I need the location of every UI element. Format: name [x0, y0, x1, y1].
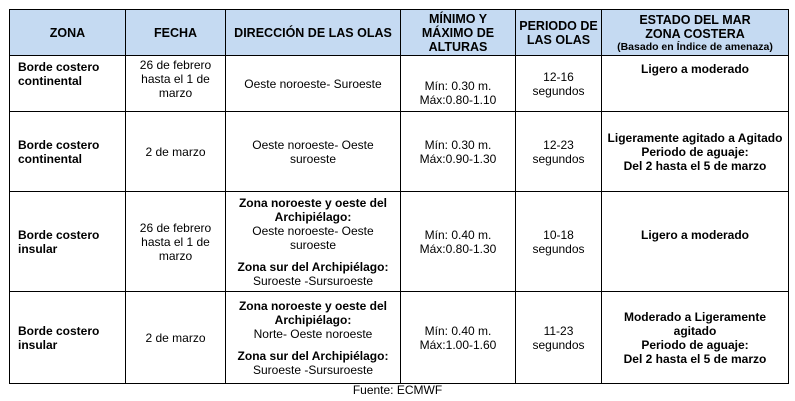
fecha-line1: 26 de febrero — [139, 220, 212, 235]
fecha-line1: 26 de febrero — [139, 58, 212, 72]
spacer — [229, 341, 397, 349]
cell-estado — [602, 292, 789, 384]
cell-zona — [10, 192, 126, 292]
table-row — [10, 56, 789, 112]
header-alturas-line3: ALTURAS — [428, 39, 488, 54]
fecha-line1: 2 de marzo — [145, 144, 206, 159]
estado-line3: Del 2 hasta el 5 de marzo — [623, 158, 767, 173]
direccion-heading2: Zona sur del Archipiélago: — [237, 259, 389, 274]
wave-forecast-table — [9, 9, 789, 384]
cell-zona — [10, 56, 126, 112]
zona-line2: continental — [18, 74, 83, 88]
cell-direccion — [226, 56, 401, 112]
forecast-table-wrapper — [9, 9, 789, 384]
header-estado-note: (Basado en Índice de amenaza) — [617, 40, 773, 53]
zona-line1: Borde costero — [18, 323, 100, 338]
spacer — [229, 252, 397, 260]
table-row — [10, 112, 789, 192]
estado-line2: Periodo de aguaje: — [641, 144, 749, 159]
cell-zona — [10, 112, 126, 192]
periodo-unit: segundos — [532, 83, 585, 98]
header-estado — [602, 10, 789, 56]
header-zona: ZONA — [10, 10, 126, 56]
fecha-line2: hasta el 1 de — [141, 72, 210, 86]
direccion-heading1-line1: Zona noroeste y oeste del — [238, 298, 388, 313]
zona-line2: continental — [18, 151, 83, 166]
estado-line1: Ligero a moderado — [640, 62, 750, 76]
altura-max: Máx:0.80-1.30 — [419, 241, 497, 256]
periodo-unit: segundos — [532, 151, 585, 166]
cell-alturas — [401, 192, 516, 292]
header-estado-line1: ESTADO DEL MAR — [639, 12, 751, 27]
cell-alturas — [401, 56, 516, 112]
cell-estado — [602, 112, 789, 192]
header-row — [10, 10, 789, 56]
zona-line1: Borde costero — [18, 137, 100, 152]
altura-min: Mín: 0.40 m. — [424, 323, 492, 338]
direccion-text2: Suroeste -Sursuroeste — [252, 273, 374, 288]
direccion-text2: Suroeste -Sursuroeste — [252, 362, 374, 377]
header-alturas — [401, 10, 516, 56]
estado-line1: Ligeramente agitado a Agitado — [607, 130, 783, 145]
table-row — [10, 192, 789, 292]
header-direccion: DIRECCIÓN DE LAS OLAS — [226, 10, 401, 56]
zona-line1: Borde costero — [18, 227, 100, 242]
cell-alturas — [401, 292, 516, 384]
cell-fecha — [126, 192, 226, 292]
altura-max: Máx:1.00-1.60 — [419, 337, 497, 352]
fecha-line2: hasta el 1 de — [141, 234, 210, 249]
altura-min: Mín: 0.30 m. — [424, 137, 492, 152]
direccion-heading2: Zona sur del Archipiélago: — [237, 348, 389, 363]
zona-line2: insular — [18, 241, 58, 256]
header-alturas-line1: MÍNIMO Y — [428, 11, 488, 26]
cell-periodo — [516, 112, 602, 192]
cell-fecha — [126, 112, 226, 192]
direccion-text1-line2: suroeste — [289, 237, 337, 252]
cell-fecha — [126, 292, 226, 384]
direccion-heading1-line2: Archipiélago: — [274, 312, 352, 327]
zona-line2: insular — [18, 337, 58, 352]
altura-max: Máx:0.90-1.30 — [419, 151, 497, 166]
source-caption: Fuente: ECMWF — [352, 383, 443, 397]
cell-periodo — [516, 292, 602, 384]
cell-zona — [10, 292, 126, 384]
altura-max: Máx:0.80-1.10 — [419, 93, 497, 107]
altura-min: Mín: 0.40 m. — [424, 227, 492, 242]
altura-min: Mín: 0.30 m. — [424, 79, 492, 93]
estado-line4: Del 2 hasta el 5 de marzo — [623, 351, 767, 366]
header-fecha: FECHA — [126, 10, 226, 56]
estado-line2: agitado — [673, 323, 717, 338]
estado-line1: Moderado a Ligeramente — [623, 309, 767, 324]
periodo-unit: segundos — [532, 241, 585, 256]
cell-fecha — [126, 56, 226, 112]
direccion-heading1-line2: Archipiélago: — [274, 209, 352, 224]
direccion-heading1-line1: Zona noroeste y oeste del — [238, 195, 388, 210]
estado-line3: Periodo de aguaje: — [641, 337, 749, 352]
direccion-line2: suroeste — [289, 151, 337, 166]
cell-alturas — [401, 112, 516, 192]
direccion-text1-line1: Oeste noroeste- Oeste — [252, 223, 374, 238]
header-estado-line2: ZONA COSTERA — [645, 26, 745, 41]
periodo-range: 12-16 — [543, 69, 574, 84]
direccion-line1: Oeste noroeste- Oeste — [252, 137, 374, 152]
direccion-line1: Oeste noroeste- Suroeste — [244, 76, 382, 91]
fecha-line3: marzo — [158, 86, 193, 100]
fecha-line1: 2 de marzo — [145, 330, 206, 345]
header-periodo-line2: LAS OLAS — [526, 32, 591, 47]
cell-estado — [602, 56, 789, 112]
cell-periodo — [516, 192, 602, 292]
header-periodo — [516, 10, 602, 56]
header-periodo-line1: PERIODO DE — [519, 18, 598, 33]
zona-line1: Borde costero — [18, 60, 100, 74]
periodo-unit: segundos — [532, 337, 585, 352]
estado-line1: Ligero a moderado — [640, 228, 750, 242]
periodo-range: 11-23 — [543, 323, 574, 338]
cell-direccion — [226, 292, 401, 384]
direccion-text1-line1: Norte- Oeste noroeste — [253, 326, 373, 341]
cell-direccion — [226, 192, 401, 292]
periodo-range: 10-18 — [543, 227, 574, 242]
header-alturas-line2: MÁXIMO DE — [421, 25, 495, 40]
periodo-range: 12-23 — [543, 137, 574, 152]
fecha-line3: marzo — [158, 248, 193, 263]
cell-direccion — [226, 112, 401, 192]
cell-estado — [602, 192, 789, 292]
table-row — [10, 292, 789, 384]
cell-periodo — [516, 56, 602, 112]
